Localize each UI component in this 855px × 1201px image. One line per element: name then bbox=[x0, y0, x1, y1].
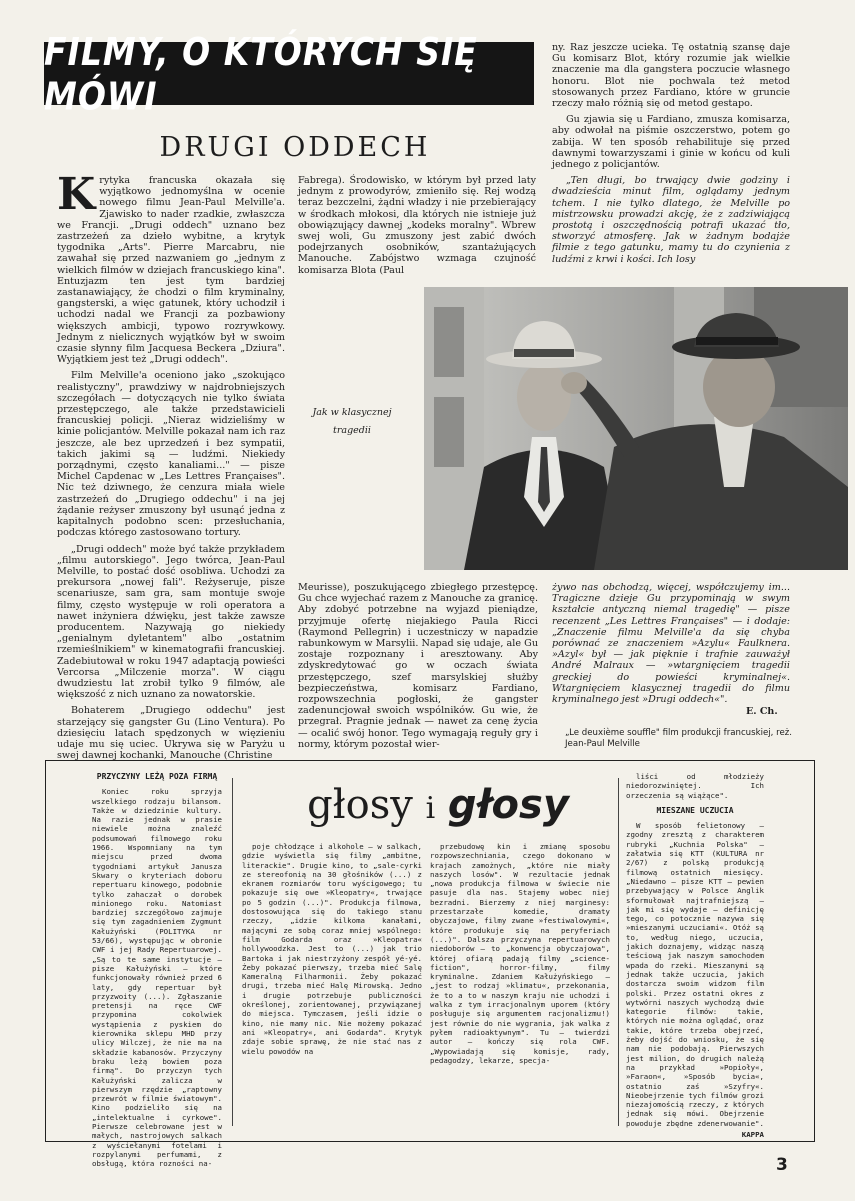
glosy-heading-word-bold: głosy bbox=[447, 782, 569, 828]
glosy-right-text: W sposób felietonowy — zgodny zresztą z charakterem rubryki „Kuchnia Polska" — załatwia się KTT (KULTURA nr 2/67) z polską produkcją filmową ostatnich miesięcy. „Niedawno — pisze KTT — pewien przebywający w Polsce Anglik sformułował najtrafniejszą — jak mi się wydaje — definicję tego, co potocznie nazywa się »mieszanymi uczuciami«. Otóż są to, według niego, uczucia, jakich doznajemy, widząc naszą teściową jak naszym samochodem wpada do rzeki. Mieszanymi są jednak także uczucia, jakich dostarcza swoim widzom film polski. Przez ostatni okres z wytwórni naszych wychodzą dwie kategorie filmów: takie, których nie można oglądać, oraz takie, które trzeba obejrzeć, żeby dojść do wniosku, że się nam nie podobają. Pierwszych jest milion, do drugich należą na przykład »Popioły«, »Faraon«, »Sposób bycia«, ostatnio zaś »Szyfry«. Nieobejrzenie tych filmów grozi niezajomością rzeczy, z których jednak się mówi. Obejrzenie powoduje zbędne zdenerwowanie". bbox=[626, 821, 764, 1128]
glosy-right-heading: MIESZANE UCZUCIA bbox=[656, 805, 734, 815]
article-paragraph: żywo nas obchodzą, więcej, współczujemy im... Tragiczne dzieje Gu przypominają w swym kształcie antyczną niemal tragedię" — pisze recenzent „Les Lettres Françaises" — i dodaje: „Znaczenie filmu Melville'a da się chyba porównać ze znaczeniem »Azylu« Faulknera. »Azyl« był — jak pięknie i trafnie zauważył André Malraux — »wtargnięciem tragedii greckiej do powieści kryminalnej«. Wtargnięciem klasycznej tragedii do filmu kryminalnego jest »Drugi oddech«". bbox=[552, 582, 790, 706]
article-paragraph: Bohaterem „Drugiego oddechu" jest starzejący się gangster Gu (Lino Ventura). Po dziesięciu latach spędzonych w więzieniu udaje mu się uciec. Ukrywa się w Paryżu u swej dawnej kochanki, Manouche (Christine bbox=[57, 705, 285, 762]
column-divider bbox=[232, 778, 233, 1126]
glosy-heading-conj: i bbox=[425, 791, 436, 826]
glosy-middle-text-1: poje chłodzące i alkohole — w salkach, gdzie wyświetla się filmy „ambitne, literackie". Drugie kino, to „sale-cyrki ze stereofonią na 30 głośników (...) z ekranem rozmiarów toru wyścigowego; tu pokazuje się owe »Kleopatry«, trwające po 5 godzin (...)". Produkcja filmowa, dostosowująca się do takiego stanu rzeczy, „idzie kilkoma kanałami, mającymi ze sobą coraz mniej wspólnego: film Godarda oraz »Kleopatra« hollywoodzka. Jest to (...) jak trio Bartoka i jak niestrzyżony zespół yé-yé. Żeby pokazać pierwszy, trzeba mieć Salę Kameralną Filharmonii. Żeby pokazać drugi, trzeba mieć Halę Mirowską. Jedno i drugie potrzebuje publiczności określonej, zorientowanej, przywiązanej do miejsca. Tymczasem, jeśli idzie o kino, nie mamy nic. Nie możemy pokazać ani »Kleopatry«, ani Godarda". Krytyk zdaje sobie sprawę, że nie stać nas z wielu powodów na bbox=[242, 842, 422, 1056]
page-number: 3 bbox=[776, 1155, 788, 1175]
photo-illustration bbox=[424, 287, 848, 570]
column-divider bbox=[618, 778, 619, 1126]
section-banner bbox=[44, 28, 534, 119]
glosy-left-text: Koniec roku sprzyja wszelkiego rodzaju bilansom. Także w dziedzinie kultury. Na razie jednak w prasie niewiele można znaleźć podsumowań filmowego roku 1966. Wspomniany na tym miejscu przed dwoma tygodniami artykuł Janusza Skwary o kryteriach doboru repertuaru kinowego, podobnie tylko zahaczał o dorobek minionego roku. Natomiast bardziej szczegółowo zajmuje się tym zagadnieniem Zygmunt Kałużyński (POLITYKA nr 53/66), występując w obronie CWF i jej Rady Repertuarowej. „Są to te same instytucje — pisze Kałużyński — które funkcjonowały również przed 6 laty, gdy repertuar był przyzwoity (...). Zgłaszanie pretensji na ręce CWF przypomina cokolwiek wystąpienia z pyskiem do kierownika sklepu MHD przy ulicy Wilczej, że nie ma na składzie kabanosów. Przyczyny braku leżą bowiem poza firmą". Do przyczyn tych Kałużyński zalicza w pierwszym rzędzie „raptowny przewrót w filmie światowym". Kino podzieliło się na „intelektualne i cyrkowe". Pierwsze celebrowane jest w małych, nastrojowych salkach z wyściełanymi fotelami i rozpylanymi perfumami, z obsługą, która rozności na- bbox=[92, 787, 222, 1169]
glosy-middle-column-2 bbox=[430, 842, 610, 1136]
article-paragraph: Krytyka francuska okazała się wyjątkowo jednomyślna w ocenie nowego filmu Jean-Paul Melville'a. Zjawisko to nader rzadkie, zwłaszcza we Francji. „Drugi oddech" uznano bez zastrzeżeń za dzieło wybitne, a krytyk tygodnika „Arts". Pierre Marcabru, nie zawahał się przed nazwaniem go „jednym z wielkich filmów w dziejach francuskiego kina". Entuzjazm ten jest tym bardziej zastanawiający, że chodzi o film kryminalny, gangsterski, a więc gatunek, który uchodził i uchodzi nadal we Francji za pozbawiony większych ambicji, typowo rozrywkowy. Jednym z nielicznych wyjątków był w swoim czasie słynny film Jacquesa Beckera „Dziura". Wyjątkiem jest też „Drugi oddech". bbox=[57, 169, 285, 366]
glosy-middle-text-2: przebudowę kin i zmianę sposobu rozpowszechniania, czego dokonano w krajach zamożnych, „które nie miały naszych losów". W rezultacie jednak „nowa produkcja filmowa w świecie nie pasuje dla nas. Stajemy wobec niej bezradni. Bierzemy z niej marginesy: przestarzałe komedie, dramaty obyczajowe, filmy zwane »festiwalowymi«, które produkuje się na peryferiach (...)". Dalsza przyczyna repertuarowych niedoborów — to „konwencja obyczajowa", której ofiarą padają filmy „science-fiction", horror-filmy, filmy kryminalne. Zdaniem Kałużyńskiego — „jest to rodzaj »klimatu«, przekonania, że to a to w naszym kraju nie uchodzi i walka z tym irracjonalnym uporem (który posługuje się argumentem racjonalizmu!) jest równie do nie wygrania, jak walka z pyłem radioaktywnym". Tu — twierdzi autor — kończy się rola CWF. „Wypowiadają się komisje, rady, pedagodzy, lekarze, specja- bbox=[430, 842, 610, 1065]
glosy-right-signature: KAPPA bbox=[741, 1129, 764, 1139]
article-column-3-bottom bbox=[552, 582, 790, 706]
article-paragraph: Meurisse), poszukującego zbiegłego przestępcę. Gu chce wyjechać razem z Manouche za granicę. Aby zdobyć potrzebne na wyjazd pieniądze, przyjmuje ofertę niejakiego Paula Ricci (Raymond Pellegrin) i uczestniczy w napadzie rabunkowym w Marsylii. Napad się udaje, ale Gu zostaje rozpoznany i aresztowany. Aby zdyskredytować go w oczach świata przestępczego, szef marsylskiej służby bezpieczeństwa, komisarz Fardiano, rozpowszechnia pogłoski, że gangster zadenuncjował swoich wspólników. Gu wie, że przegrał. Pragnie jednak — nawet za cenę życia — ocalić swój honor. Tego wymagają reguły gry i normy, którym pozostał wier- bbox=[298, 582, 538, 750]
article-paragraph: „Ten długi, bo trwający dwie godziny i dwadzieścia minut film, oglądamy jednym tchem. I nie tylko dlatego, że Melville po mistrzowsku prowadzi akcję, że z zadziwiającą prostotą i oszczędnością potrafi ukazać tło, stworzyć atmosferę. Jak w żadnym bodajże filmie z tego gatunku, mamy tu do czynienia z ludźmi z krwi i kości. Ich losy bbox=[552, 175, 790, 265]
article-column-2-top bbox=[298, 175, 536, 279]
glosy-left-heading: PRZYCZYNY LEŻĄ POZA FIRMĄ bbox=[96, 772, 218, 781]
banner-text: FILMY, O KTÓRYCH SIĘ MÓWI bbox=[44, 28, 478, 119]
article-column-3-top bbox=[552, 42, 790, 282]
glosy-right-column bbox=[626, 772, 764, 1139]
drop-cap: K bbox=[57, 169, 96, 220]
article-signature: E. Ch. bbox=[746, 706, 778, 717]
article-paragraph: Fabrega). Środowisko, w którym był przed laty jednym z prowodyrów, zmieniło się. Rej wodzą teraz bezczelni, żądni władzy i nie przebierający w środkach młokosi, dla których nie istnieje już obowiązujący dawnej „kodeks moralny". Wbrew swej woli, Gu zmuszony jest zabić dwóch podejrzanych osobników, szantażujących Manouche. Zabójstwo wzmaga czujność komisarza Blota (Paul bbox=[298, 175, 536, 276]
article-paragraph: Gu zjawia się u Fardiano, zmusza komisarza, aby odwołał na piśmie oszczerstwo, potem go zabija. W ten sposób rehabilituje się przed dawnymi towarzyszami i ginie w końcu od kuli jednego z policjantów. bbox=[552, 114, 790, 171]
photo-caption: „Le deuxième souffle" film produkcji francuskiej, reż. Jean-Paul Melville bbox=[565, 728, 792, 749]
film-still-photo bbox=[424, 287, 848, 570]
glosy-heading-word: głosy bbox=[307, 782, 413, 828]
glosy-heading bbox=[268, 782, 608, 834]
article-paragraph: ny. Raz jeszcze ucieka. Tę ostatnią szansę daje Gu komisarz Blot, który rozumie jak wielkie znaczenie ma dla gangstera poczucie własnego honoru. Blot nie pochwala też metod stosowanych przez Fardiano, które w gruncie rzeczy mało różnią się od metod gestapo. bbox=[552, 42, 790, 110]
article-column-1 bbox=[57, 169, 285, 762]
glosy-middle-column-1 bbox=[242, 842, 422, 1136]
article-column-2-bottom bbox=[298, 582, 538, 750]
article-paragraph: „Drugi oddech" może być także przykładem „filmu autorskiego". Jego twórca, Jean-Paul Melville, to postać dość osobliwa. Uchodzi za prekursora „nowej fali". Reżyseruje, pisze scenariusze, sam gra, sam montuje swoje filmy, często występuje w roli operatora a nawet inżyniera dźwięku, jest także zawsze producentem. Nazywają go niekiedy „genialnym dyletantem" albo „ostatnim rzemieślnikiem" w kinematografii francuskiej. Zadebiutował w roku 1947 adaptacją powieści Vercorsa „Milczenie morza". W ciągu dwudziestu lat zrobił tylko 9 filmów, ale większość z nich uznano za nowatorskie. bbox=[57, 543, 285, 701]
article-title: DRUGI ODDECH bbox=[159, 132, 431, 163]
article-paragraph: Film Melville'a oceniono jako „szokująco realistyczny", prawdziwy w najdrobniejszych szczegółach — dotyczących nie tylko świata przestępczego, ale także przedstawicieli francuskiej policji. „Nieraz widzieliśmy w kinie policjantów. Melville pokazał nam ich raz jeszcze, ale bez uprzedzeń i bez sympatii, takich jakimi są — ludźmi. Niekiedy porządnymi, często kanaliami..." — pisze Michel Capdenac w „Les Lettres Françaises". Nic też dziwnego, że cenzura miała wiele zastrzeżeń do „Drugiego oddechu" i na jej żądanie reżyser zmuszony był usunąć jedna z kapitalnych podobno scen: przesłuchania, podczas którego zastosowano tortury. bbox=[57, 370, 285, 539]
photo-caption-side: Jak w klasycznej tragedii bbox=[312, 407, 392, 436]
glosy-right-top-text: liści od młodzieży niedorozwiniętej. Ich orzeczenia są wiążące". bbox=[626, 772, 764, 800]
glosy-left-column bbox=[92, 772, 222, 1169]
